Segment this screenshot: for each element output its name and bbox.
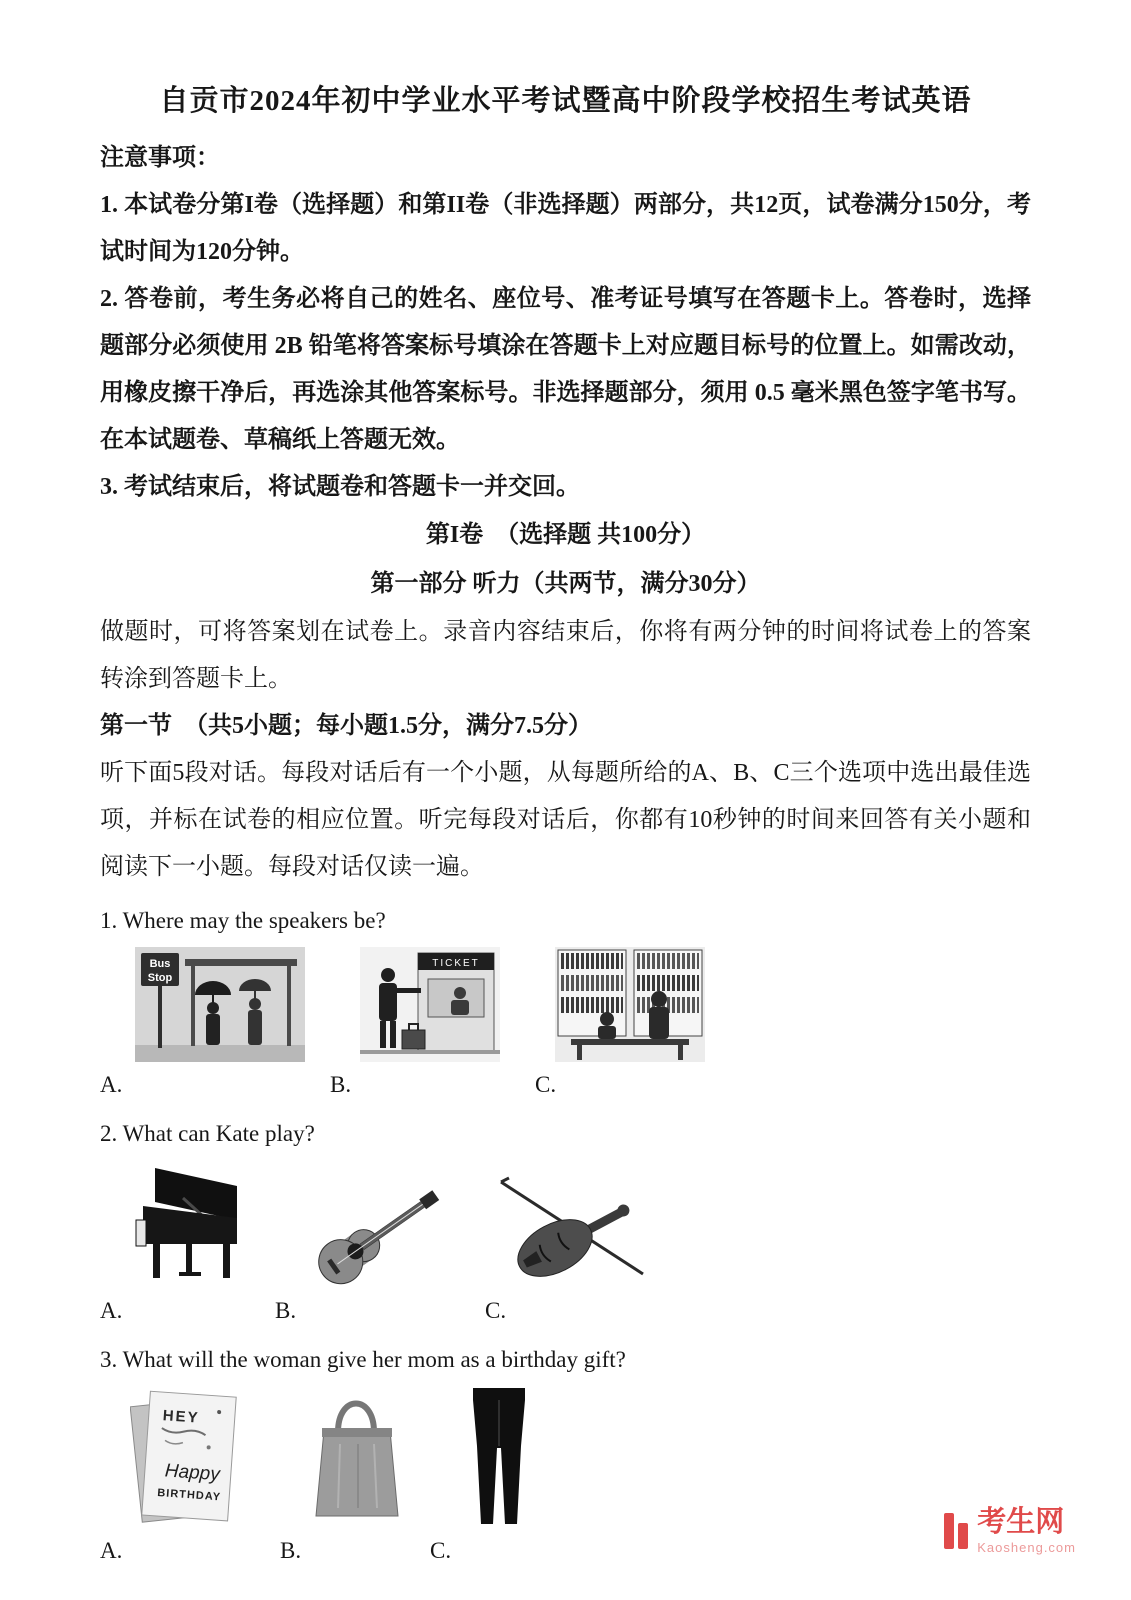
- question-1-figures: [100, 947, 1031, 1098]
- question-1-text: 1. Where may the speakers be?: [100, 908, 386, 933]
- section-instructions: 听下面5段对话。每段对话后有一个小题，从每题所给的A、B、C三个选项中选出最佳选项，并标在试卷的相应位置。听完每段对话后，你都有10秒钟的时间来回答有关小题和阅读下一小题。每段对话仅读一遍。: [100, 760, 1031, 880]
- volume-heading: 第I卷 （选择题 共100分）: [425, 522, 706, 548]
- notice-item-1: 1. 本试卷分第I卷（选择题）和第II卷（非选择题）两部分，共12页，试卷满分150分，考试时间为120分钟。: [100, 192, 1031, 265]
- notice-item-2: 2. 答卷前，考生务必将自己的姓名、座位号、准考证号填写在答题卡上。答卷时，选择题部分必须使用 2B 铅笔将答案标号填涂在答题卡上对应题目标号的位置上。如需改动，用橡皮擦干净后，再选涂其他答案标号。非选择题部分，须用 0.5 毫米黑色签字笔书写。在本试题卷、草稿纸上答题无效。: [100, 286, 1031, 453]
- question-3-label-a: A.: [100, 1538, 123, 1563]
- ticket-office-image: [360, 947, 535, 1062]
- question-3-option-b: [280, 1386, 430, 1564]
- question-1-label-a: A.: [100, 1072, 123, 1097]
- bus-sign-line2: Stop: [147, 972, 173, 984]
- library-image: [555, 947, 765, 1062]
- question-2-option-a: [100, 1160, 275, 1324]
- pants-image: [465, 1386, 590, 1528]
- question-3-text: 3. What will the woman give her mom as a birthday gift?: [100, 1347, 626, 1372]
- exam-title: 自贡市2024年初中学业水平考试暨高中阶段学校招生考试英语: [159, 85, 972, 117]
- card-hey-text: HEY: [162, 1407, 201, 1427]
- question-2-text: 2. What can Kate play?: [100, 1121, 315, 1146]
- bus-sign-line1: Bus: [149, 958, 171, 970]
- question-1-label-c: C.: [535, 1072, 557, 1097]
- question-2-figures: [100, 1160, 1031, 1324]
- part-heading: 第一部分 听力（共两节，满分30分）: [370, 571, 761, 597]
- notice-heading: 注意事项：: [100, 145, 220, 171]
- listening-note: 做题时，可将答案划在试卷上。录音内容结束后，你将有两分钟的时间将试卷上的答案转涂到答题卡上。: [100, 619, 1031, 692]
- question-3-option-c: [430, 1386, 590, 1564]
- question-2-option-c: [485, 1176, 715, 1324]
- question-1-option-a: [100, 947, 330, 1098]
- question-3-label-c: C.: [430, 1538, 452, 1563]
- question-3-option-a: [100, 1386, 280, 1564]
- question-2-label-a: A.: [100, 1298, 123, 1323]
- tote-bag-image: [310, 1386, 430, 1528]
- question-1-label-b: B.: [330, 1072, 352, 1097]
- question-3-figures: [100, 1386, 1031, 1564]
- violin-image: [485, 1176, 715, 1288]
- birthday-card-image: [130, 1386, 280, 1528]
- card-happy-text: Happy: [164, 1460, 221, 1486]
- site-watermark: [944, 1508, 1076, 1554]
- card-birthday-text: BIRTHDAY: [156, 1486, 222, 1504]
- notice-item-3: 3. 考试结束后，将试题卷和答题卡一并交回。: [100, 474, 580, 500]
- question-1-option-b: [330, 947, 535, 1098]
- guitar-image: [300, 1160, 485, 1288]
- question-2-label-b: B.: [275, 1298, 297, 1323]
- section-heading: 第一节 （共5小题；每小题1.5分，满分7.5分）: [100, 713, 592, 739]
- question-3-label-b: B.: [280, 1538, 302, 1563]
- bus-stop-image: [135, 947, 330, 1062]
- kaosheng-logo-icon: [944, 1513, 968, 1549]
- question-2-option-b: [275, 1160, 485, 1324]
- ticket-sign-text: TICKET: [432, 958, 480, 969]
- question-1-option-c: [535, 947, 765, 1098]
- watermark-site-domain: Kaosheng.com: [977, 1540, 1076, 1555]
- question-2-label-c: C.: [485, 1298, 507, 1323]
- piano-image: [125, 1160, 275, 1288]
- watermark-site-name: 考生网: [977, 1506, 1065, 1538]
